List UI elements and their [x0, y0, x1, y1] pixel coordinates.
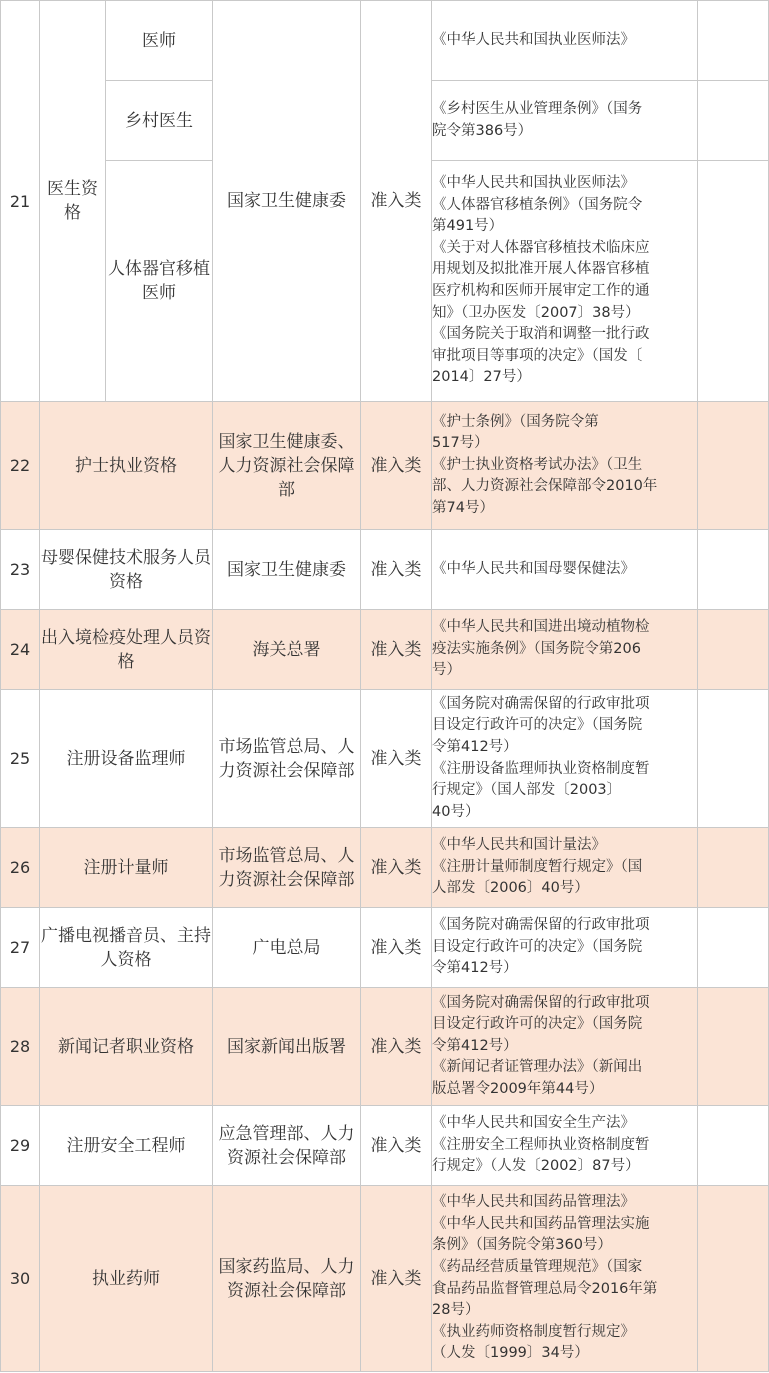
legal-basis-line: 目设定行政许可的决定》（国务院 [432, 938, 643, 955]
legal-basis-line: 版总署令2009年第44号） [432, 1080, 604, 1097]
empty-cell [698, 908, 769, 988]
legal-basis-line: 令第412号） [432, 1037, 518, 1054]
category: 准入类 [361, 908, 432, 988]
empty-cell [698, 1, 769, 81]
department: 国家卫生健康委 [213, 1, 361, 402]
sub-qualification-name: 乡村医生 [106, 81, 213, 161]
legal-basis-line: 令第412号） [432, 738, 518, 755]
legal-basis-line: 《国务院对确需保留的行政审批项 [432, 695, 650, 712]
category: 准入类 [361, 828, 432, 908]
legal-basis-line: 《中华人民共和国药品管理法》 [432, 1194, 635, 1211]
legal-basis-line: 目设定行政许可的决定》（国务院 [432, 717, 643, 734]
empty-cell [698, 530, 769, 610]
legal-basis [432, 81, 698, 161]
qualification-name: 注册安全工程师 [40, 1106, 213, 1186]
table-row [1, 690, 769, 828]
legal-basis [432, 908, 698, 988]
legal-basis-line: 《新闻记者证管理办法》（新闻出 [432, 1059, 643, 1076]
row-number: 21 [1, 1, 40, 402]
table-row [1, 1186, 769, 1372]
legal-basis-line: 人部发〔2006〕40号） [432, 880, 589, 897]
row-number: 23 [1, 530, 40, 610]
qualification-name: 出入境检疫处理人员资格 [40, 610, 213, 690]
table-row [1, 988, 769, 1106]
row-number: 25 [1, 690, 40, 828]
row-number: 28 [1, 988, 40, 1106]
legal-basis-line: 《中华人民共和国计量法》 [432, 837, 606, 854]
legal-basis-line: 《中华人民共和国进出境动植物检 [432, 619, 650, 636]
legal-basis-line: 《注册设备监理师执业资格制度暂 [432, 760, 650, 777]
legal-basis-line: 号） [432, 662, 461, 679]
legal-basis [432, 161, 698, 402]
legal-basis-line: 《人体器官移植条例》（国务院令 [432, 196, 643, 213]
table-row [1, 828, 769, 908]
qualification-name: 广播电视播音员、主持人资格 [40, 908, 213, 988]
legal-basis-line: 院令第386号） [432, 122, 533, 139]
table-row [1, 1106, 769, 1186]
qualification-name: 注册计量师 [40, 828, 213, 908]
legal-basis-line: 医疗机构和医师开展审定工作的通 [432, 283, 650, 299]
legal-basis [432, 1106, 698, 1186]
qualification-name: 执业药师 [40, 1186, 213, 1372]
legal-basis [432, 1186, 698, 1372]
empty-cell [698, 81, 769, 161]
row-number: 27 [1, 908, 40, 988]
empty-cell [698, 161, 769, 402]
legal-basis-line: 《中华人民共和国药品管理法实施 [432, 1215, 650, 1232]
empty-cell [698, 1186, 769, 1372]
legal-basis-line: 部、人力资源社会保障部令2010年 [432, 478, 658, 495]
empty-cell [698, 1106, 769, 1186]
table-row [1, 402, 769, 530]
row-number: 29 [1, 1106, 40, 1186]
legal-basis [432, 988, 698, 1106]
qualification-name: 新闻记者职业资格 [40, 988, 213, 1106]
legal-basis-line: 目设定行政许可的决定》（国务院 [432, 1016, 643, 1033]
department: 市场监管总局、人力资源社会保障部 [213, 690, 361, 828]
qualification-name: 医生资格 [40, 1, 106, 402]
qualification-name: 护士执业资格 [40, 402, 213, 530]
table-body [1, 1, 769, 1372]
legal-basis-line: 审批项目等事项的决定》（国发〔 [432, 347, 643, 364]
legal-basis-line: 《中华人民共和国安全生产法》 [432, 1115, 635, 1132]
legal-basis-line: 《国务院对确需保留的行政审批项 [432, 994, 650, 1011]
legal-basis-line: 《执业药师资格制度暂行规定》 [432, 1323, 635, 1340]
legal-basis-line: 疫法实施条例》（国务院令第206 [432, 640, 641, 657]
legal-basis-line: 517号） [432, 435, 489, 452]
category: 准入类 [361, 1186, 432, 1372]
legal-basis-line: 《中华人民共和国执业医师法》 [432, 31, 635, 48]
legal-basis-line: 条例》（国务院令第360号） [432, 1237, 612, 1254]
qualification-name: 母婴保健技术服务人员资格 [40, 530, 213, 610]
department: 应急管理部、人力资源社会保障部 [213, 1106, 361, 1186]
legal-basis [432, 610, 698, 690]
legal-basis [432, 690, 698, 828]
sub-qualification-name: 医师 [106, 1, 213, 81]
category: 准入类 [361, 1, 432, 402]
department: 市场监管总局、人力资源社会保障部 [213, 828, 361, 908]
category: 准入类 [361, 610, 432, 690]
legal-basis-line: 令第412号） [432, 960, 518, 977]
department: 海关总署 [213, 610, 361, 690]
sub-qualification-name: 人体器官移植医师 [106, 161, 213, 402]
qualification-name: 注册设备监理师 [40, 690, 213, 828]
legal-basis-line: 《注册安全工程师执业资格制度暂 [432, 1136, 650, 1153]
table-row [1, 530, 769, 610]
empty-cell [698, 828, 769, 908]
legal-basis-line: 第74号） [432, 499, 494, 516]
legal-basis-line: 《药品经营质量管理规范》（国家 [432, 1258, 643, 1275]
legal-basis-line: 《国务院关于取消和调整一批行政 [432, 326, 650, 343]
table-row [1, 1, 769, 81]
legal-basis-line: 2014〕27号） [432, 369, 531, 386]
department: 国家卫生健康委 [213, 530, 361, 610]
legal-basis-line: 行规定》（国人部发〔2003〕 [432, 782, 622, 799]
legal-basis-line: 《乡村医生从业管理条例》（国务 [432, 100, 643, 117]
row-number: 30 [1, 1186, 40, 1372]
empty-cell [698, 610, 769, 690]
table-row [1, 610, 769, 690]
empty-cell [698, 690, 769, 828]
legal-basis-line: 《国务院对确需保留的行政审批项 [432, 917, 650, 934]
legal-basis-line: 《护士条例》（国务院令第 [432, 413, 599, 430]
category: 准入类 [361, 988, 432, 1106]
row-number: 26 [1, 828, 40, 908]
table-row [1, 908, 769, 988]
legal-basis [432, 402, 698, 530]
category: 准入类 [361, 690, 432, 828]
department: 国家药监局、人力资源社会保障部 [213, 1186, 361, 1372]
department: 国家卫生健康委、人力资源社会保障部 [213, 402, 361, 530]
department: 广电总局 [213, 908, 361, 988]
legal-basis-line: 《注册计量师制度暂行规定》（国 [432, 858, 643, 875]
row-number: 22 [1, 402, 40, 530]
category: 准入类 [361, 402, 432, 530]
category: 准入类 [361, 1106, 432, 1186]
legal-basis-line: （人发〔1999〕34号） [432, 1345, 589, 1362]
legal-basis-line: 《中华人民共和国母婴保健法》 [432, 560, 635, 577]
category: 准入类 [361, 530, 432, 610]
empty-cell [698, 988, 769, 1106]
legal-basis-line: 行规定》（人发〔2002〕87号） [432, 1158, 640, 1175]
legal-basis-line: 《中华人民共和国执业医师法》 [432, 175, 635, 192]
legal-basis-line: 食品药品监督管理总局令2016年第 [432, 1280, 658, 1297]
legal-basis-line: 28号） [432, 1302, 480, 1319]
legal-basis-line: 《关于对人体器官移植技术临床应 [432, 239, 650, 256]
legal-basis [432, 1, 698, 81]
legal-basis-line: 《护士执业资格考试办法》（卫生 [432, 456, 643, 473]
legal-basis [432, 530, 698, 610]
legal-basis-line: 用规划及拟批准开展人体器官移植 [432, 261, 650, 278]
department: 国家新闻出版署 [213, 988, 361, 1106]
legal-basis-line: 第491号） [432, 218, 504, 235]
legal-basis-line: 40号） [432, 803, 480, 820]
legal-basis [432, 828, 698, 908]
empty-cell [698, 402, 769, 530]
row-number: 24 [1, 610, 40, 690]
legal-basis-line: 知》（卫办医发〔2007〕38号） [432, 304, 640, 321]
